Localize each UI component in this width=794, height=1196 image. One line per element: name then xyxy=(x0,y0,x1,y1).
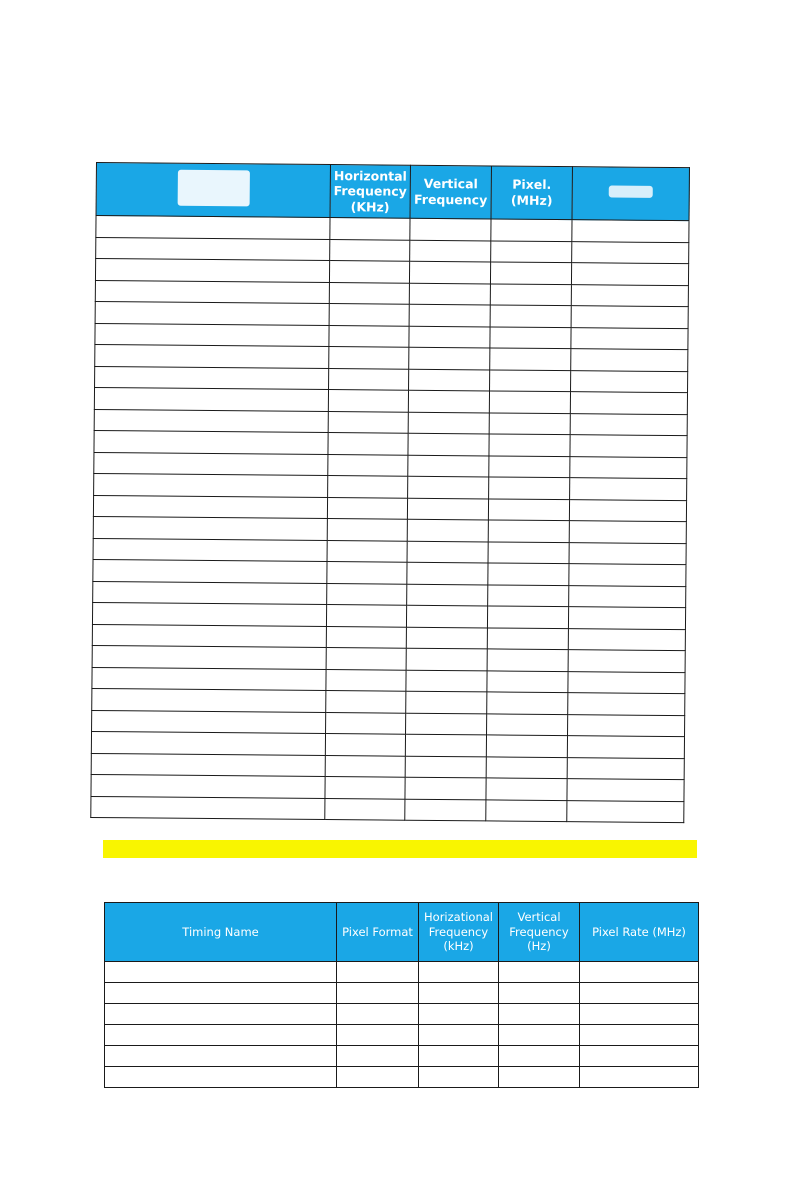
table-cell xyxy=(405,756,486,778)
highlight-bar xyxy=(103,840,697,858)
table-cell xyxy=(491,240,572,262)
table-cell xyxy=(406,605,487,627)
table-cell xyxy=(92,624,326,648)
table-cell xyxy=(95,301,329,325)
table-row xyxy=(105,1046,699,1067)
table-cell xyxy=(490,305,571,327)
table-cell xyxy=(337,983,419,1004)
header-timing-name: Timing Name xyxy=(105,903,337,962)
table-cell xyxy=(486,799,567,821)
table-cell xyxy=(405,734,486,756)
table-cell xyxy=(94,387,328,411)
table-cell xyxy=(406,670,487,692)
table-cell xyxy=(499,1046,580,1067)
table-cell xyxy=(409,261,490,283)
table-cell xyxy=(105,1046,337,1067)
table-cell xyxy=(569,499,686,522)
table-cell xyxy=(488,563,569,585)
header-line: Frequency xyxy=(509,924,569,939)
table-cell xyxy=(499,1067,580,1088)
table-cell xyxy=(405,799,486,821)
table-cell xyxy=(490,326,571,348)
table-cell xyxy=(490,262,571,284)
header-line: Horizational xyxy=(424,910,493,925)
table-body xyxy=(105,962,699,1088)
table-cell xyxy=(405,777,486,799)
table-cell xyxy=(337,962,419,983)
table-cell xyxy=(94,430,328,454)
table-cell xyxy=(419,1004,499,1025)
table-cell xyxy=(94,473,328,497)
table-cell xyxy=(569,585,686,608)
table-cell xyxy=(580,983,699,1004)
table-cell xyxy=(92,667,326,691)
table-cell xyxy=(409,326,490,348)
table-cell xyxy=(568,650,685,673)
table-cell xyxy=(570,478,687,501)
table-header-row xyxy=(96,163,689,221)
table-cell xyxy=(499,983,580,1004)
table-cell xyxy=(580,1067,699,1088)
header-obscured-resolution xyxy=(96,163,330,218)
table-row xyxy=(105,1067,699,1088)
table-cell xyxy=(487,649,568,671)
header-line: (Hz) xyxy=(527,939,551,954)
table-cell xyxy=(419,1046,499,1067)
table-cell xyxy=(326,712,406,734)
table-cell xyxy=(407,562,488,584)
table-cell xyxy=(571,370,688,393)
table-cell xyxy=(325,755,405,777)
table-cell xyxy=(325,798,405,820)
table-cell xyxy=(408,412,489,434)
table-cell xyxy=(91,753,325,777)
table-cell xyxy=(486,778,567,800)
table-cell xyxy=(93,516,327,540)
table-cell xyxy=(91,774,325,798)
table-cell xyxy=(499,1025,580,1046)
header-vertical-frequency xyxy=(410,165,491,219)
table-cell xyxy=(95,259,329,283)
table-cell xyxy=(326,648,406,670)
table-cell xyxy=(327,519,407,541)
table-cell xyxy=(568,628,685,651)
table-cell xyxy=(93,559,327,583)
table-cell xyxy=(329,347,409,369)
header-pixel-rate: Pixel Rate (MHz) xyxy=(580,903,699,962)
table-cell xyxy=(407,584,488,606)
table-cell xyxy=(326,626,406,648)
table-cell xyxy=(408,433,489,455)
table-cell xyxy=(409,369,490,391)
table-cell xyxy=(419,983,499,1004)
table-cell xyxy=(105,983,337,1004)
table-cell xyxy=(327,562,407,584)
table-cell xyxy=(92,688,326,712)
table-cell xyxy=(407,541,488,563)
table-cell xyxy=(105,962,337,983)
table-cell xyxy=(92,645,326,669)
header-line: Frequency xyxy=(414,191,488,208)
table-cell xyxy=(330,239,410,261)
table-cell xyxy=(491,219,572,241)
table-cell xyxy=(487,670,568,692)
timing-table-secondary xyxy=(104,902,699,1088)
table-cell xyxy=(410,218,491,240)
table-cell xyxy=(94,452,328,476)
table-cell xyxy=(328,476,408,498)
table-row xyxy=(91,796,684,823)
table-cell xyxy=(488,584,569,606)
table-cell xyxy=(95,280,329,304)
table-cell xyxy=(499,1004,580,1025)
table-cell xyxy=(568,671,685,694)
table-cell xyxy=(487,606,568,628)
table-cell xyxy=(567,736,684,759)
table-row xyxy=(105,1025,699,1046)
table-cell xyxy=(490,369,571,391)
table-cell xyxy=(407,498,488,520)
table-cell xyxy=(329,325,409,347)
header-horizontal-frequency xyxy=(330,165,410,219)
table-cell xyxy=(328,411,408,433)
table-cell xyxy=(489,412,570,434)
table-cell xyxy=(571,327,688,350)
table-cell xyxy=(408,476,489,498)
table-cell xyxy=(406,648,487,670)
table-cell xyxy=(327,497,407,519)
table-cell xyxy=(580,1025,699,1046)
table-cell xyxy=(572,241,689,264)
table-cell xyxy=(406,627,487,649)
header-line: (KHz) xyxy=(350,199,390,215)
table-cell xyxy=(93,538,327,562)
header-line: Frequency xyxy=(428,924,489,939)
table-cell xyxy=(486,756,567,778)
table-cell xyxy=(580,962,699,983)
table-cell xyxy=(419,962,499,983)
table-cell xyxy=(328,390,408,412)
header-line: Horizontal xyxy=(333,167,407,184)
table-cell xyxy=(337,1025,419,1046)
table-cell xyxy=(409,347,490,369)
table-row xyxy=(105,962,699,983)
table-cell xyxy=(489,391,570,413)
table-cell xyxy=(327,583,407,605)
table-cell xyxy=(337,1046,419,1067)
table-cell xyxy=(580,1004,699,1025)
table-cell xyxy=(489,455,570,477)
header-line: (kHz) xyxy=(443,939,474,954)
table-cell xyxy=(570,435,687,458)
header-line: Frequency xyxy=(333,183,407,199)
table-row xyxy=(105,1004,699,1025)
table-cell xyxy=(567,779,684,802)
table-cell xyxy=(568,714,685,737)
table-cell xyxy=(328,454,408,476)
table-cell xyxy=(568,693,685,716)
table-cell xyxy=(93,495,327,519)
table-cell xyxy=(409,304,490,326)
table-cell xyxy=(105,1025,337,1046)
table-cell xyxy=(406,713,487,735)
timing-table-main xyxy=(90,162,690,823)
header-pixel-format: Pixel Format xyxy=(337,903,419,962)
table-cell xyxy=(487,627,568,649)
table-cell xyxy=(325,734,405,756)
table-cell xyxy=(92,710,326,734)
header-obscured-last xyxy=(572,167,689,221)
table-body xyxy=(91,216,689,823)
table-cell xyxy=(96,237,330,261)
table-cell xyxy=(330,218,410,240)
table-cell xyxy=(487,713,568,735)
table-cell xyxy=(488,541,569,563)
table-cell xyxy=(105,1004,337,1025)
table-cell xyxy=(93,581,327,605)
table-cell xyxy=(570,456,687,479)
table-cell xyxy=(489,434,570,456)
table-cell xyxy=(488,498,569,520)
table-cell xyxy=(329,261,409,283)
table-cell xyxy=(337,1067,419,1088)
table-cell xyxy=(489,477,570,499)
table-cell xyxy=(95,323,329,347)
table-cell xyxy=(95,366,329,390)
table-cell xyxy=(499,962,580,983)
table-cell xyxy=(328,433,408,455)
table-cell xyxy=(408,455,489,477)
table-cell xyxy=(91,731,325,755)
table-cell xyxy=(486,735,567,757)
table-cell xyxy=(326,605,406,627)
table-cell xyxy=(326,669,406,691)
table-cell xyxy=(410,240,491,262)
table-cell xyxy=(409,283,490,305)
header-horizontal-frequency xyxy=(419,903,499,962)
table-cell xyxy=(567,757,684,780)
table-cell xyxy=(569,542,686,565)
table-cell xyxy=(329,304,409,326)
header-pixel: Pixel.(MHz) xyxy=(491,166,572,220)
table-cell xyxy=(490,283,571,305)
table-cell xyxy=(407,519,488,541)
table-cell xyxy=(95,344,329,368)
table-cell xyxy=(408,390,489,412)
table-cell xyxy=(571,306,688,329)
table-cell xyxy=(569,521,686,544)
table-cell xyxy=(329,282,409,304)
table-cell xyxy=(92,602,326,626)
table-cell xyxy=(325,777,405,799)
table-cell xyxy=(419,1025,499,1046)
table-cell xyxy=(570,392,687,415)
table-cell xyxy=(580,1046,699,1067)
table-cell xyxy=(567,800,684,823)
table-cell xyxy=(571,284,688,307)
table-cell xyxy=(571,349,688,372)
table-cell xyxy=(329,368,409,390)
table-cell xyxy=(490,348,571,370)
table-cell xyxy=(326,691,406,713)
header-line: Vertical xyxy=(517,910,561,925)
table-cell xyxy=(488,520,569,542)
table-row xyxy=(105,983,699,1004)
table-cell xyxy=(94,409,328,433)
table-cell xyxy=(105,1067,337,1088)
table-cell xyxy=(96,216,330,240)
table-cell xyxy=(337,1004,419,1025)
table-header-row xyxy=(105,903,699,962)
table-cell xyxy=(419,1067,499,1088)
table-cell xyxy=(570,413,687,436)
table-cell xyxy=(487,692,568,714)
table-cell xyxy=(406,691,487,713)
table-cell xyxy=(568,607,685,630)
table-cell xyxy=(571,263,688,286)
header-line: Vertical xyxy=(423,176,478,192)
header-vertical-frequency xyxy=(499,903,580,962)
table-cell xyxy=(91,796,325,820)
table-cell xyxy=(569,564,686,587)
table-cell xyxy=(327,540,407,562)
table-cell xyxy=(572,220,689,243)
